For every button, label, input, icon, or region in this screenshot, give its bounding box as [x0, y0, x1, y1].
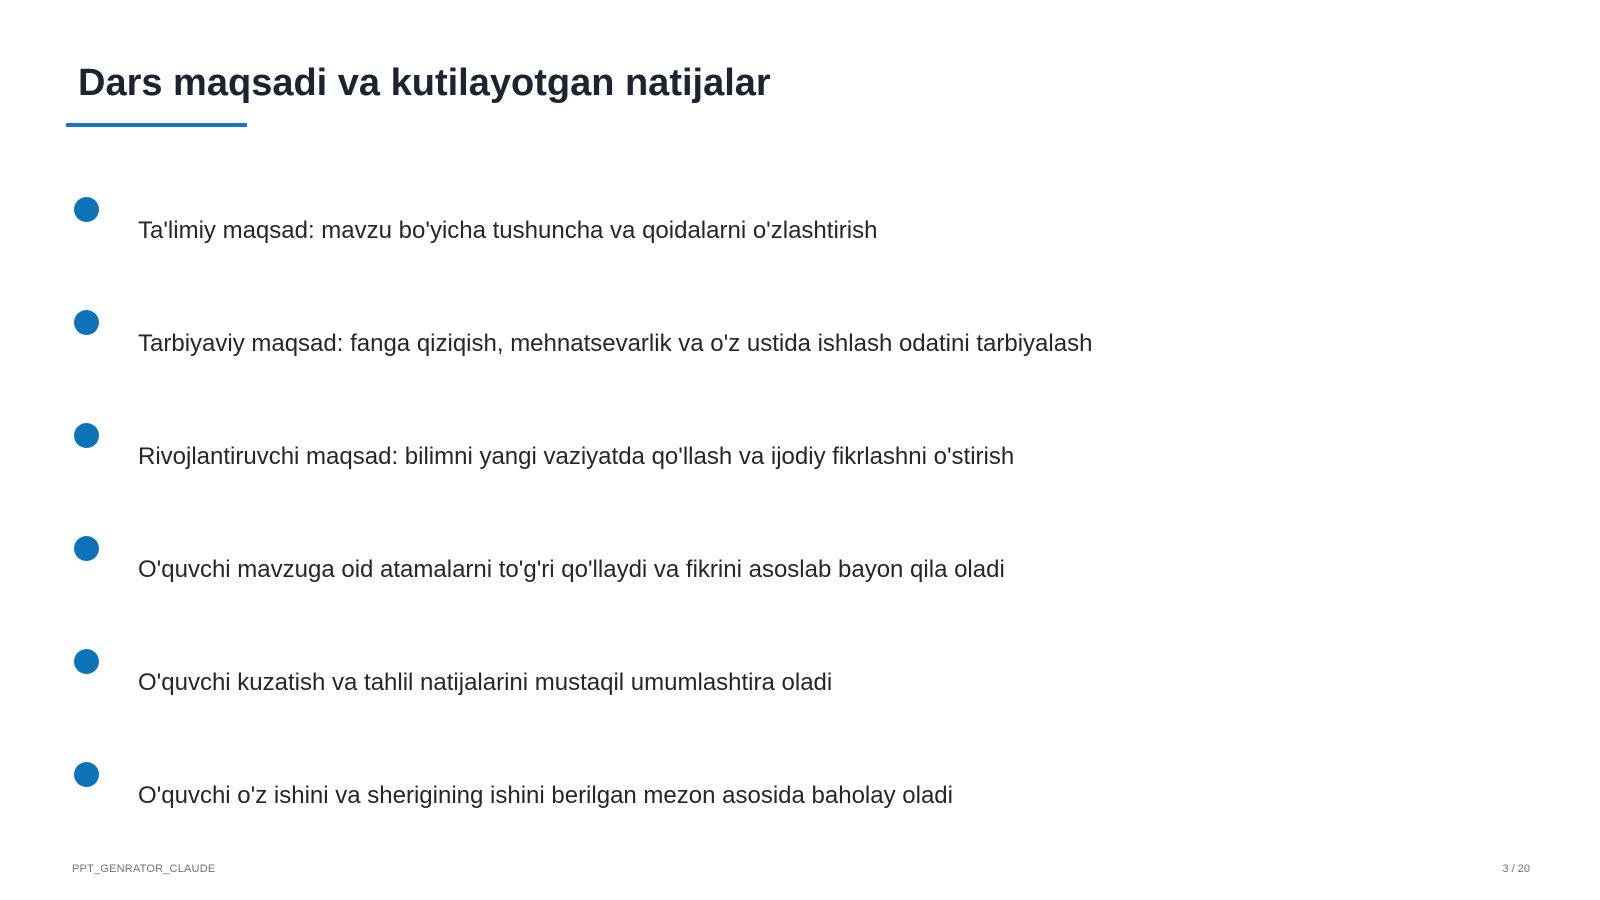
- bullet-dot-icon: [74, 649, 99, 674]
- bullet-text: O'quvchi kuzatish va tahlil natijalarini mustaqil umumlashtira oladi: [138, 669, 833, 696]
- page-indicator: 3 / 20: [1502, 863, 1530, 875]
- bullet-dot-icon: [74, 536, 99, 561]
- footer-label: PPT_GENRATOR_CLAUDE: [72, 863, 216, 875]
- bullet-dot-icon: [74, 310, 99, 335]
- slide-title: Dars maqsadi va kutilayotgan natijalar: [78, 62, 771, 104]
- bullet-text: O'quvchi o'z ishini va sherigining ishini berilgan mezon asosida baholay oladi: [138, 782, 953, 809]
- bullet-item: [0, 197, 1600, 257]
- bullet-dot-icon: [74, 423, 99, 448]
- bullet-text: Rivojlantiruvchi maqsad: bilimni yangi vaziyatda qo'llash va ijodiy fikrlashni o'stirish: [138, 443, 1015, 470]
- bullet-dot-icon: [74, 197, 99, 222]
- bullet-text: Ta'limiy maqsad: mavzu bo'yicha tushuncha va qoidalarni o'zlashtirish: [138, 217, 878, 244]
- bullet-item: [0, 310, 1600, 370]
- bullet-item: [0, 762, 1600, 822]
- bullet-item: [0, 649, 1600, 709]
- bullet-item: [0, 536, 1600, 596]
- bullet-dot-icon: [74, 762, 99, 787]
- bullet-item: [0, 423, 1600, 483]
- bullet-text: O'quvchi mavzuga oid atamalarni to'g'ri qo'llaydi va fikrini asoslab bayon qila oladi: [138, 556, 1005, 583]
- bullet-text: Tarbiyaviy maqsad: fanga qiziqish, mehnatsevarlik va o'z ustida ishlash odatini tarbiyalash: [138, 330, 1093, 357]
